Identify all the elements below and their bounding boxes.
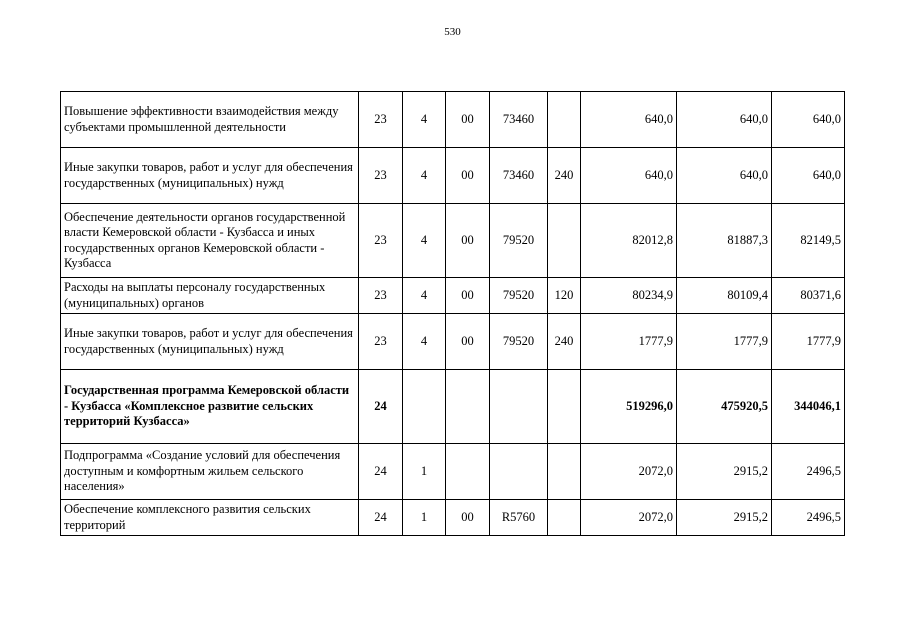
amount-year1: 82012,8 [581, 204, 677, 278]
expense-code: 73460 [490, 92, 548, 148]
row-name: Подпрограмма «Создание условий для обеспечения доступным и комфортным жильем сельского населения» [61, 444, 359, 500]
program-code: 23 [359, 92, 403, 148]
amount-year1: 519296,0 [581, 370, 677, 444]
expense-type-code [548, 444, 581, 500]
amount-year3: 640,0 [772, 92, 845, 148]
table-row [61, 500, 845, 536]
program-code: 24 [359, 444, 403, 500]
subprogram-code: 4 [403, 92, 446, 148]
expense-code: 79520 [490, 278, 548, 314]
expense-type-code [548, 204, 581, 278]
direction-code: 00 [446, 314, 490, 370]
direction-code: 00 [446, 148, 490, 204]
expense-type-code [548, 500, 581, 536]
direction-code: 00 [446, 204, 490, 278]
table-row [61, 204, 845, 278]
subprogram-code: 4 [403, 148, 446, 204]
subprogram-code: 4 [403, 278, 446, 314]
page-number: 530 [444, 26, 461, 38]
amount-year1: 640,0 [581, 92, 677, 148]
amount-year2: 640,0 [677, 92, 772, 148]
amount-year2: 2915,2 [677, 444, 772, 500]
expense-type-code: 120 [548, 278, 581, 314]
amount-year2: 2915,2 [677, 500, 772, 536]
subprogram-code: 1 [403, 500, 446, 536]
row-name: Обеспечение комплексного развития сельских территорий [61, 500, 359, 536]
subprogram-code [403, 370, 446, 444]
amount-year1: 2072,0 [581, 500, 677, 536]
amount-year1: 1777,9 [581, 314, 677, 370]
table-row [61, 278, 845, 314]
amount-year2: 640,0 [677, 148, 772, 204]
program-code: 23 [359, 148, 403, 204]
amount-year3: 2496,5 [772, 444, 845, 500]
row-name: Иные закупки товаров, работ и услуг для обеспечения государственных (муниципальных) нужд [61, 314, 359, 370]
amount-year2: 1777,9 [677, 314, 772, 370]
expense-type-code [548, 92, 581, 148]
expense-type-code: 240 [548, 148, 581, 204]
table-row [61, 148, 845, 204]
amount-year3: 2496,5 [772, 500, 845, 536]
subprogram-code: 4 [403, 204, 446, 278]
amount-year3: 344046,1 [772, 370, 845, 444]
row-name: Иные закупки товаров, работ и услуг для обеспечения государственных (муниципальных) нужд [61, 148, 359, 204]
program-code: 23 [359, 204, 403, 278]
expense-code [490, 370, 548, 444]
expense-code [490, 444, 548, 500]
amount-year3: 1777,9 [772, 314, 845, 370]
amount-year3: 80371,6 [772, 278, 845, 314]
row-name: Расходы на выплаты персоналу государственных (муниципальных) органов [61, 278, 359, 314]
row-name: Повышение эффективности взаимодействия между субъектами промышленной деятельности [61, 92, 359, 148]
expense-code: 73460 [490, 148, 548, 204]
expense-code: 79520 [490, 204, 548, 278]
row-name: Обеспечение деятельности органов государственной власти Кемеровской области - Кузбасса и иных государственных органов Кемеровской области - Кузбасса [61, 204, 359, 278]
expense-code: R5760 [490, 500, 548, 536]
subprogram-code: 4 [403, 314, 446, 370]
amount-year1: 80234,9 [581, 278, 677, 314]
direction-code [446, 370, 490, 444]
table-row [61, 92, 845, 148]
table-row [61, 370, 845, 444]
direction-code: 00 [446, 92, 490, 148]
row-name: Государственная программа Кемеровской области - Кузбасса «Комплексное развитие сельских территорий Кузбасса» [61, 370, 359, 444]
amount-year2: 475920,5 [677, 370, 772, 444]
amount-year3: 82149,5 [772, 204, 845, 278]
expense-type-code [548, 370, 581, 444]
table-body [61, 92, 845, 536]
amount-year1: 2072,0 [581, 444, 677, 500]
program-code: 23 [359, 314, 403, 370]
direction-code [446, 444, 490, 500]
table-row [61, 314, 845, 370]
program-code: 23 [359, 278, 403, 314]
direction-code: 00 [446, 500, 490, 536]
amount-year3: 640,0 [772, 148, 845, 204]
budget-table [60, 91, 845, 536]
expense-type-code: 240 [548, 314, 581, 370]
expense-code: 79520 [490, 314, 548, 370]
amount-year2: 81887,3 [677, 204, 772, 278]
program-code: 24 [359, 500, 403, 536]
table-row [61, 444, 845, 500]
direction-code: 00 [446, 278, 490, 314]
amount-year1: 640,0 [581, 148, 677, 204]
amount-year2: 80109,4 [677, 278, 772, 314]
subprogram-code: 1 [403, 444, 446, 500]
program-code: 24 [359, 370, 403, 444]
